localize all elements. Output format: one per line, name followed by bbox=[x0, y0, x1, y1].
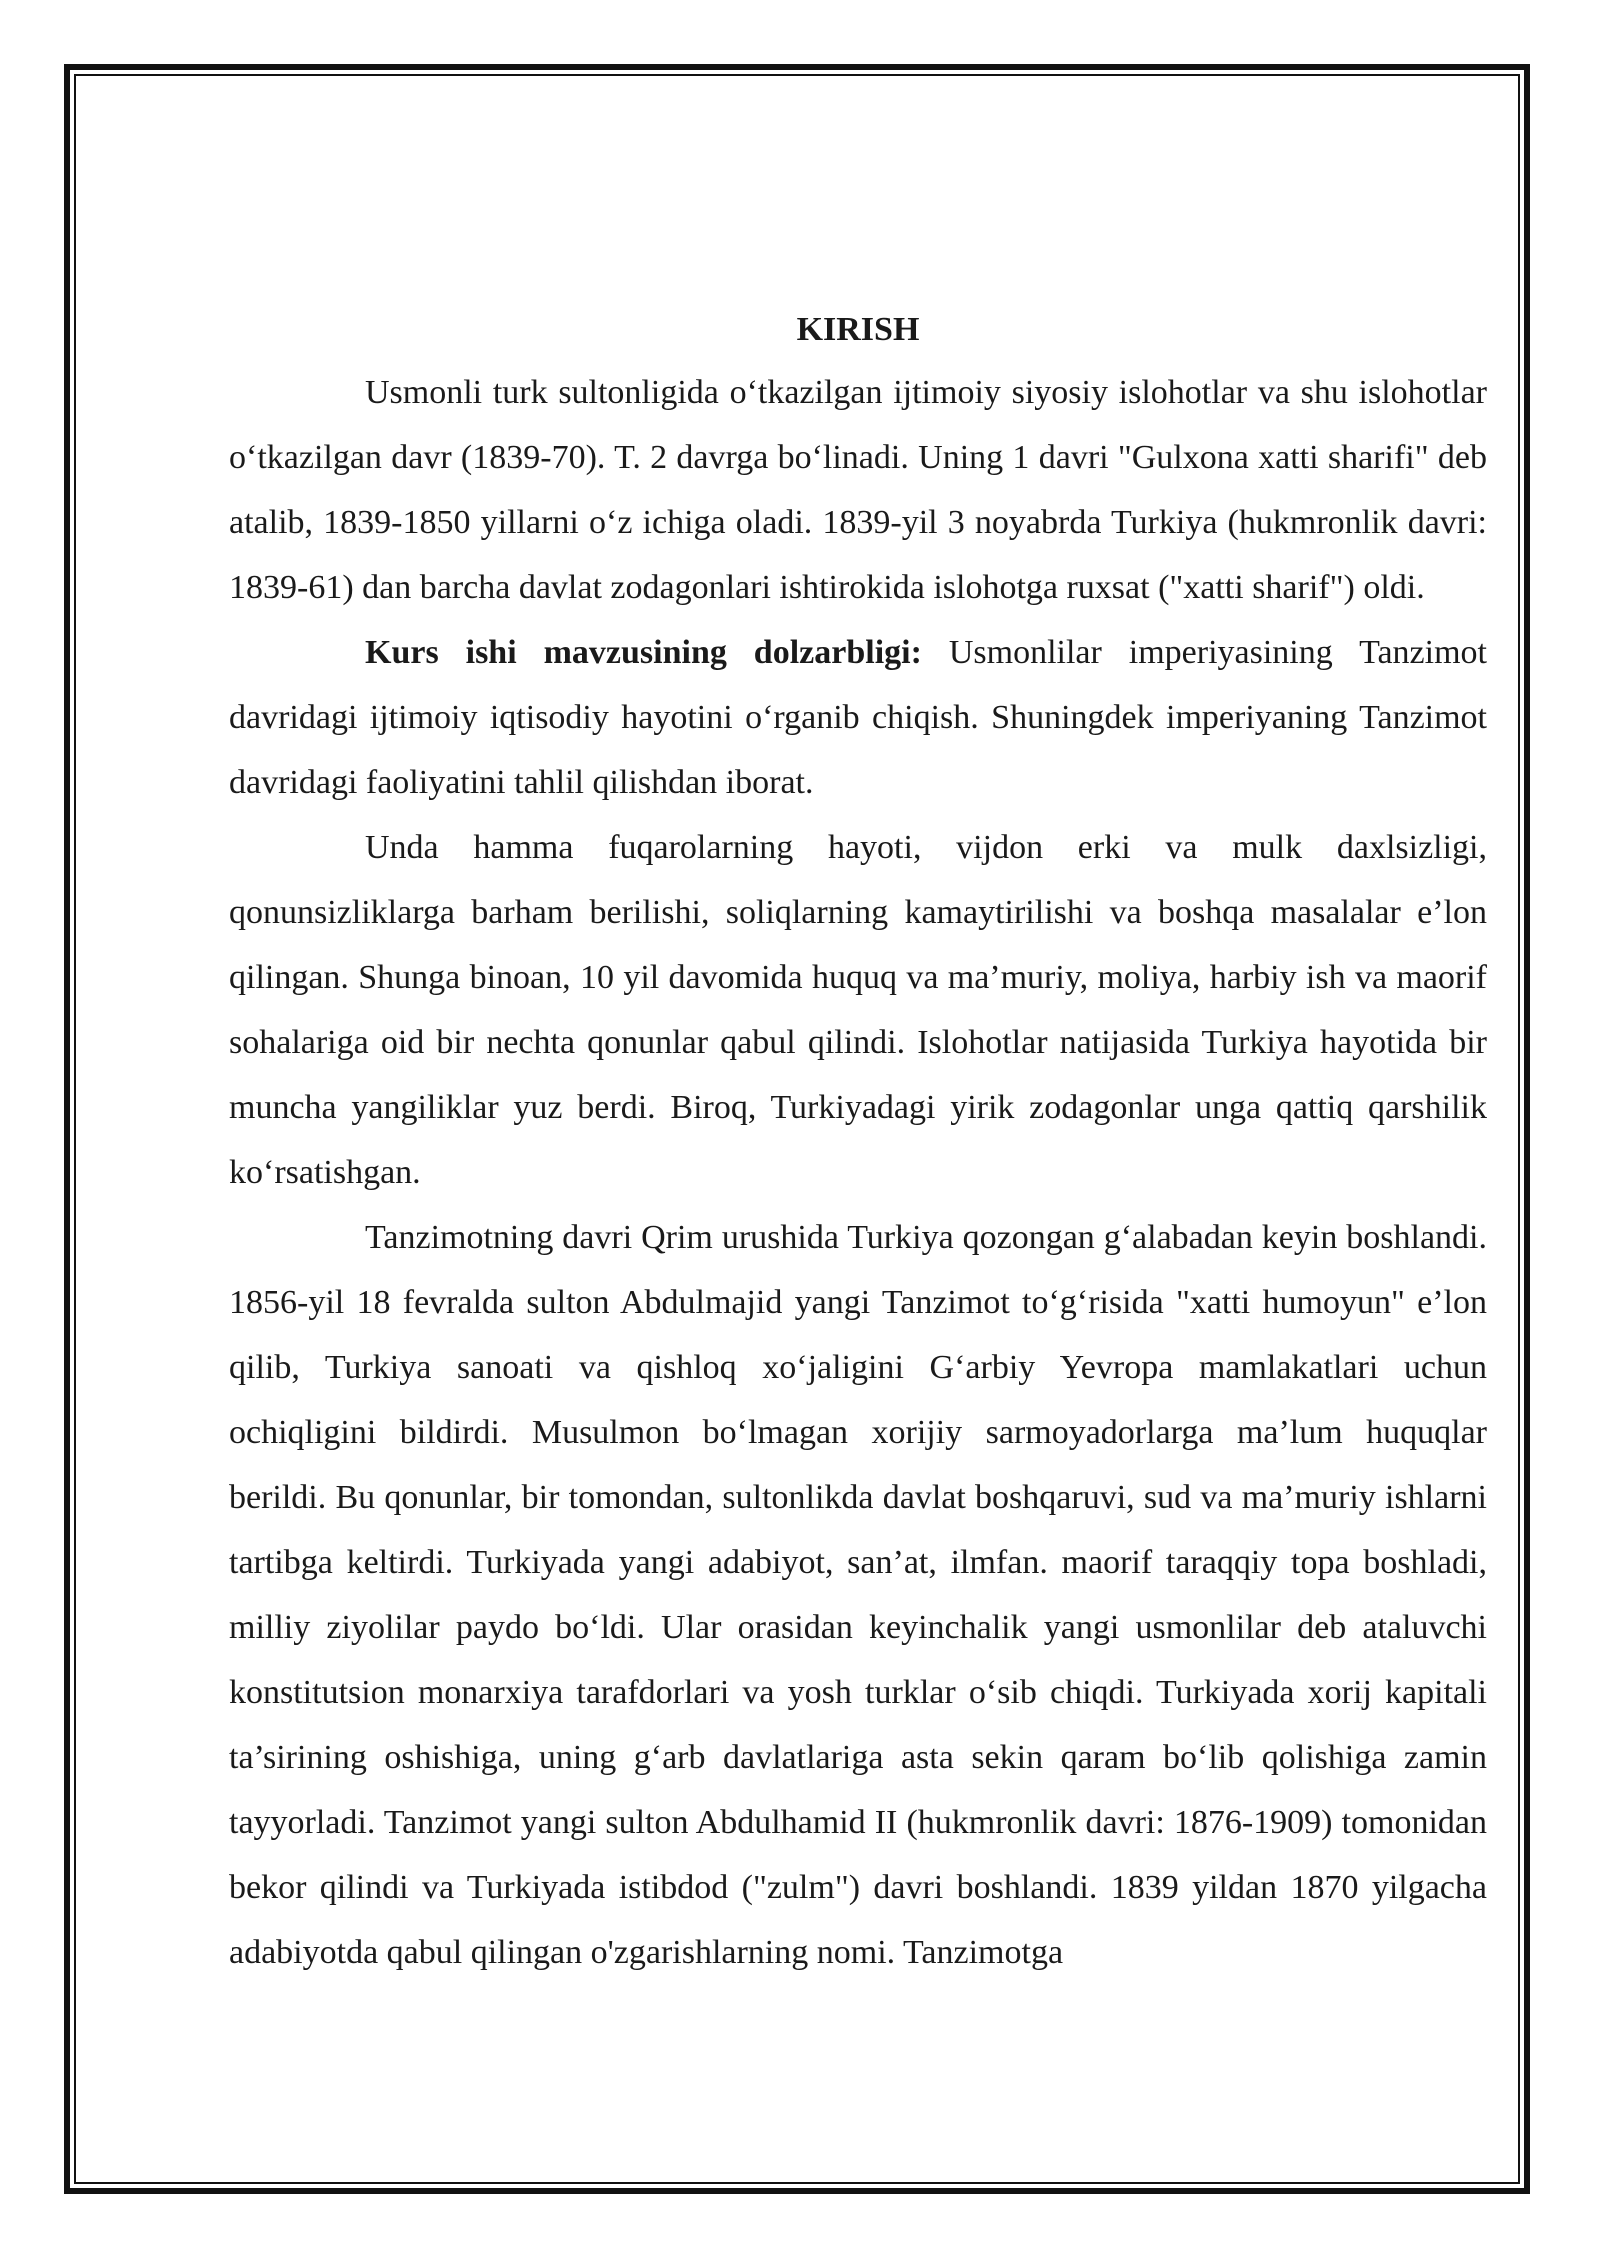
page-title: KIRISH bbox=[796, 311, 920, 348]
paragraph-relevance-text: Usmonlilar imperiyasining Tanzimot davridagi ijtimoiy iqtisodiy hayotini oʻrganib chiqish. Shuningdek imperiyaning Tanzimot davridagi faoliyatini tahlil qilishdan iborat. bbox=[229, 634, 1487, 801]
paragraph-reforms: Unda hamma fuqarolarning hayoti, vijdon erki va mulk daxlsizligi, qonunsizliklarga barham berilishi, soliqlarning kamaytirilishi va boshqa masalalar e’lon qilingan. Shunga binoan, 10 yil davomida huquq va ma’muriy, moliya, harbiy ish va maorif sohalariga oid bir nechta qonunlar qabul qilindi. Islohotlar natijasida Turkiya hayotida bir muncha yangiliklar yuz berdi. Biroq, Turkiyadagi yirik zodagonlar unga qattiq qarshilik koʻrsatishgan. bbox=[229, 829, 1487, 1191]
paragraph-intro: Usmonli turk sultonligida oʻtkazilgan ijtimoiy siyosiy islohotlar va shu islohotlar oʻtkazilgan davr (1839-70). T. 2 davrga boʻlinadi. Uning 1 davri "Gulxona xatti sharifi" deb atalib, 1839-1850 yillarni oʻz ichiga oladi. 1839-yil 3 noyabrda Turkiya (hukmronlik davri: 1839-61) dan barcha davlat zodagonlari ishtirokida islohotga ruxsat ("xatti sharif") oldi. bbox=[229, 374, 1487, 606]
paragraph-tanzimat-period: Tanzimotning davri Qrim urushida Turkiya qozongan gʻalabadan keyin boshlandi. 1856-yil 18 fevralda sulton Abdulmajid yangi Tanzimot toʻgʻrisida "xatti humoyun" e’lon qilib, Turkiya sanoati va qishloq xoʻjaligini Gʻarbiy Yevropa mamlakatlari uchun ochiqligini bildirdi. Musulmon boʻlmagan xorijiy sarmoyadorlarga ma’lum huquqlar berildi. Bu qonunlar, bir tomondan, sultonlikda davlat boshqaruvi, sud va ma’muriy ishlarni tartibga keltirdi. Turkiyada yangi adabiyot, san’at, ilmfan. maorif taraqqiy topa boshladi, milliy ziyolilar paydo boʻldi. Ular orasidan keyinchalik yangi usmonlilar deb ataluvchi konstitutsion monarxiya tarafdorlari va yosh turklar oʻsib chiqdi. Turkiyada xorij kapitali ta’sirining oshishiga, uning gʻarb davlatlariga asta sekin qaram boʻlib qolishiga zamin tayyorladi. Tanzimot yangi sulton Abdulhamid II (hukmronlik davri: 1876-1909) tomonidan bekor qilindi va Turkiyada istibdod ("zulm") davri boshlandi. 1839 yildan 1870 yilgacha adabiyotda qabul qilingan o'zgarishlarning nomi. Tanzimotga bbox=[229, 1219, 1487, 1971]
paragraph-relevance-lead: Kurs ishi mavzusining dolzarbligi: bbox=[365, 634, 922, 671]
page-content bbox=[229, 300, 1487, 1985]
paragraph-relevance bbox=[229, 620, 1487, 815]
